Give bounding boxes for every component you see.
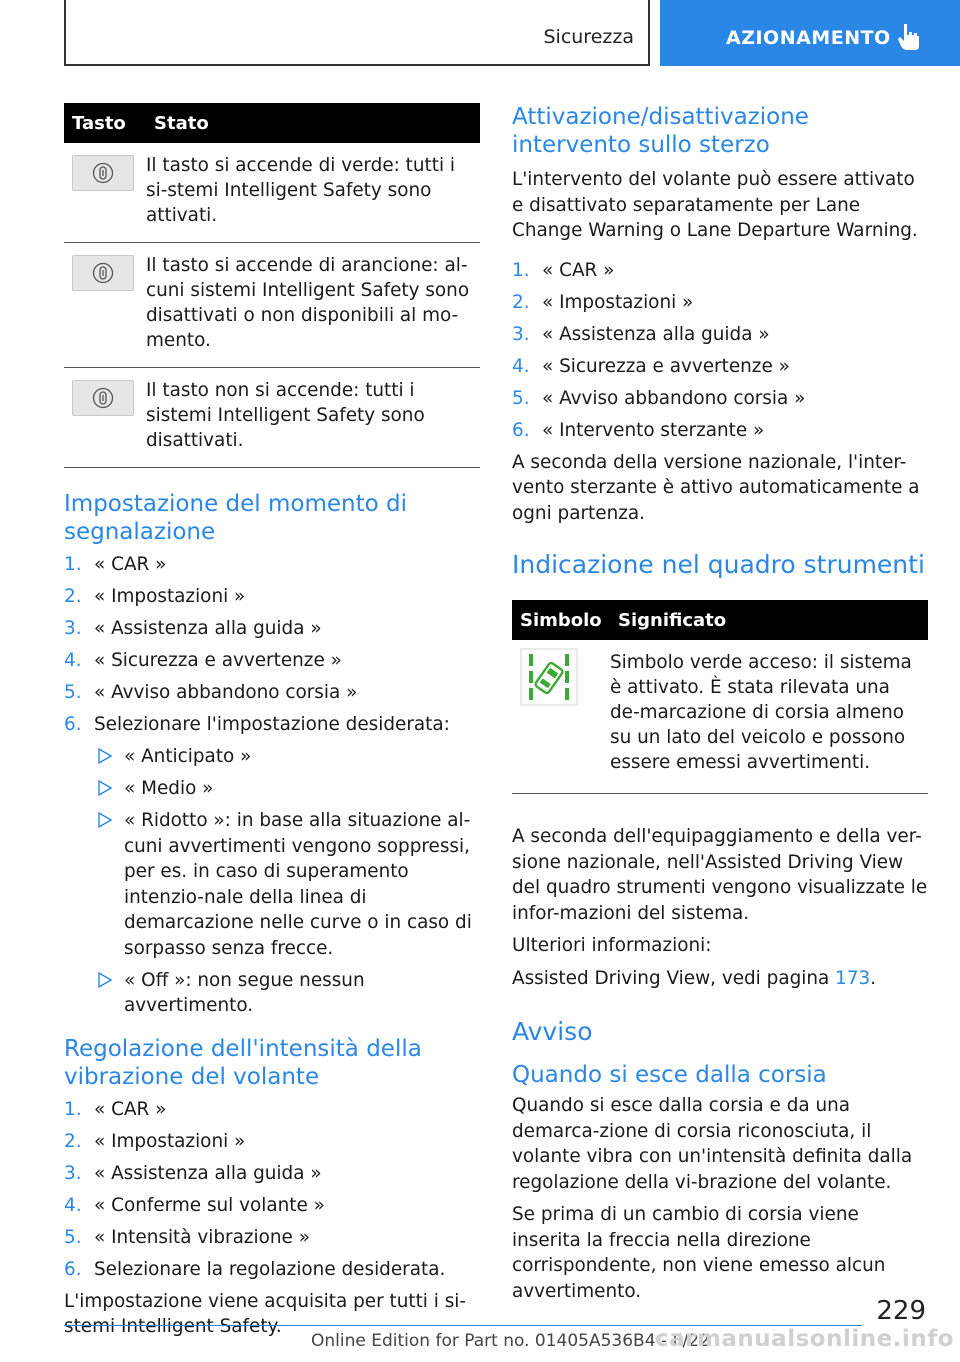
table-header-key: Tasto xyxy=(64,103,146,143)
cluster-heading: Indicazione nel quadro strumenti xyxy=(512,550,925,579)
list-item: 3. « Assistenza alla guida » xyxy=(64,618,322,639)
table-header-meaning: Significato xyxy=(610,600,928,640)
status-table xyxy=(64,103,480,468)
timing-options xyxy=(94,744,480,1019)
chapter-tab xyxy=(660,0,960,66)
list-item: 1. « CAR » xyxy=(64,1098,167,1120)
status-text: Il tasto si accende di verde: tutti i si-stemi Intelligent Safety sono attivati. xyxy=(146,143,480,243)
timing-steps xyxy=(64,552,480,738)
timing-heading: Impostazione del momento di segnalazione xyxy=(64,491,407,545)
warning-para-2: Se prima di un cambio di corsia viene inserita la freccia nella direzione corrispondente, non viene emesso alcun avvertimento. xyxy=(512,1204,886,1302)
list-item: 3. « Assistenza alla guida » xyxy=(64,1162,322,1184)
lane-departure-icon xyxy=(520,648,578,706)
table-row xyxy=(64,143,480,243)
section-header-box xyxy=(64,0,650,66)
table-row xyxy=(64,243,480,368)
status-table-header xyxy=(64,103,480,143)
safety-button-off-icon xyxy=(72,380,134,416)
left-column xyxy=(64,103,480,1347)
status-text: Il tasto si accende di arancione: al-cuni sistemi Intelligent Safety sono disattivati o non disponibili al mo-mento. xyxy=(146,243,480,368)
cluster-para-2: Ulteriori informazioni: xyxy=(512,935,712,956)
status-text: Il tasto non si accende: tutti i sistemi Intelligent Safety sono disattivati. xyxy=(146,368,480,468)
list-item: 5. « Avviso abbandono corsia » xyxy=(64,682,358,703)
symbol-meaning-text: Simbolo verde acceso: il sistema è attivato. È stata rilevata una de-marcazione di corsia almeno su un lato del veicolo e possono essere emessi avvertimenti. xyxy=(610,640,928,794)
triangle-bullet-icon xyxy=(98,812,112,828)
pointing-hand-icon xyxy=(896,22,922,52)
table-header-status: Stato xyxy=(146,103,480,143)
vibration-note: L'impostazione viene acquisita per tutti i si-stemi Intelligent Safety. xyxy=(64,1290,467,1337)
edition-text: Online Edition for Part no. 01405A536B4 - II/22 xyxy=(311,1331,710,1351)
warning-subheading: Quando si esce dalla corsia xyxy=(512,1062,827,1088)
list-item: 2. « Impostazioni » xyxy=(64,1130,246,1152)
page-number: 229 xyxy=(876,1296,926,1326)
symbol-table xyxy=(512,600,928,794)
safety-button-orange-icon xyxy=(72,255,134,291)
section-title: Sicurezza xyxy=(543,26,634,48)
symbol-table-header xyxy=(512,600,928,640)
vibration-heading: Regolazione dell'intensità della vibrazione del volante xyxy=(64,1035,422,1090)
steering-steps xyxy=(512,258,928,444)
warning-heading: Avviso xyxy=(512,1017,593,1046)
steering-intro: L'intervento del volante può essere attivato e disattivato separatamente per Lane Change Warning o Lane Departure Warning. xyxy=(512,169,918,241)
table-row xyxy=(512,640,928,794)
list-item: 4. « Sicurezza e avvertenze » xyxy=(64,650,342,671)
list-item: 6. Selezionare l'impostazione desiderata: xyxy=(64,714,450,735)
cluster-para-3: Assisted Driving View, vedi pagina 173. xyxy=(512,967,877,989)
steering-heading: Attivazione/disattivazione intervento sullo sterzo xyxy=(512,104,809,158)
table-row xyxy=(64,368,480,468)
list-item: 1. « CAR » xyxy=(512,259,615,281)
vibration-steps xyxy=(64,1097,480,1283)
watermark: carmanualsonline.info xyxy=(654,1326,954,1352)
right-column xyxy=(512,103,928,1311)
safety-button-green-icon xyxy=(72,155,134,191)
list-item: « Off »: non segue nessun avvertimento. xyxy=(64,968,480,1019)
warning-para-1: Quando si esce dalla corsia e da una demarca-zione di corsia riconosciuta, il volante vibra con un'intensità definita dalla regolazione della vi-brazione del volante. xyxy=(512,1095,913,1193)
list-item: 3. « Assistenza alla guida » xyxy=(512,323,770,345)
triangle-bullet-icon xyxy=(98,780,112,796)
chapter-title: AZIONAMENTO xyxy=(726,27,891,49)
list-item: 6. Selezionare la regolazione desiderata. xyxy=(64,1258,446,1280)
page-link-173[interactable]: 173 xyxy=(835,967,871,989)
list-item: 5. « Avviso abbandono corsia » xyxy=(512,387,806,409)
list-item: « Medio » xyxy=(94,776,480,802)
list-item: « Ridotto »: in base alla situazione al-cuni avvertimenti vengono soppressi, per es. in caso di superamento intenzio-nale della linea di demarcazione nelle curve o in caso di sorpasso senza frecce. xyxy=(94,808,480,961)
cluster-para-1: A seconda dell'equipaggiamento e della ver-sione nazionale, nell'Assisted Driving View del quadro strumenti vengono visualizzate le infor-mazioni del sistema. xyxy=(512,826,928,924)
list-item: 4. « Conferme sul volante » xyxy=(64,1194,325,1216)
list-item: 2. « Impostazioni » xyxy=(64,586,246,607)
list-item: 2. « Impostazioni » xyxy=(512,291,694,313)
triangle-bullet-icon xyxy=(98,748,112,764)
steering-note: A seconda della versione nazionale, l'inter-vento sterzante è attivo automaticamente a ogni partenza. xyxy=(512,451,920,524)
list-item: 4. « Sicurezza e avvertenze » xyxy=(512,355,790,377)
table-header-symbol: Simbolo xyxy=(512,600,610,640)
list-item: « Anticipato » xyxy=(94,744,480,770)
list-item: 6. « Intervento sterzante » xyxy=(512,419,765,441)
page-header xyxy=(0,0,960,66)
triangle-bullet-icon xyxy=(98,972,112,988)
list-item: 1. « CAR » xyxy=(64,554,167,575)
list-item: 5. « Intensità vibrazione » xyxy=(64,1226,310,1248)
